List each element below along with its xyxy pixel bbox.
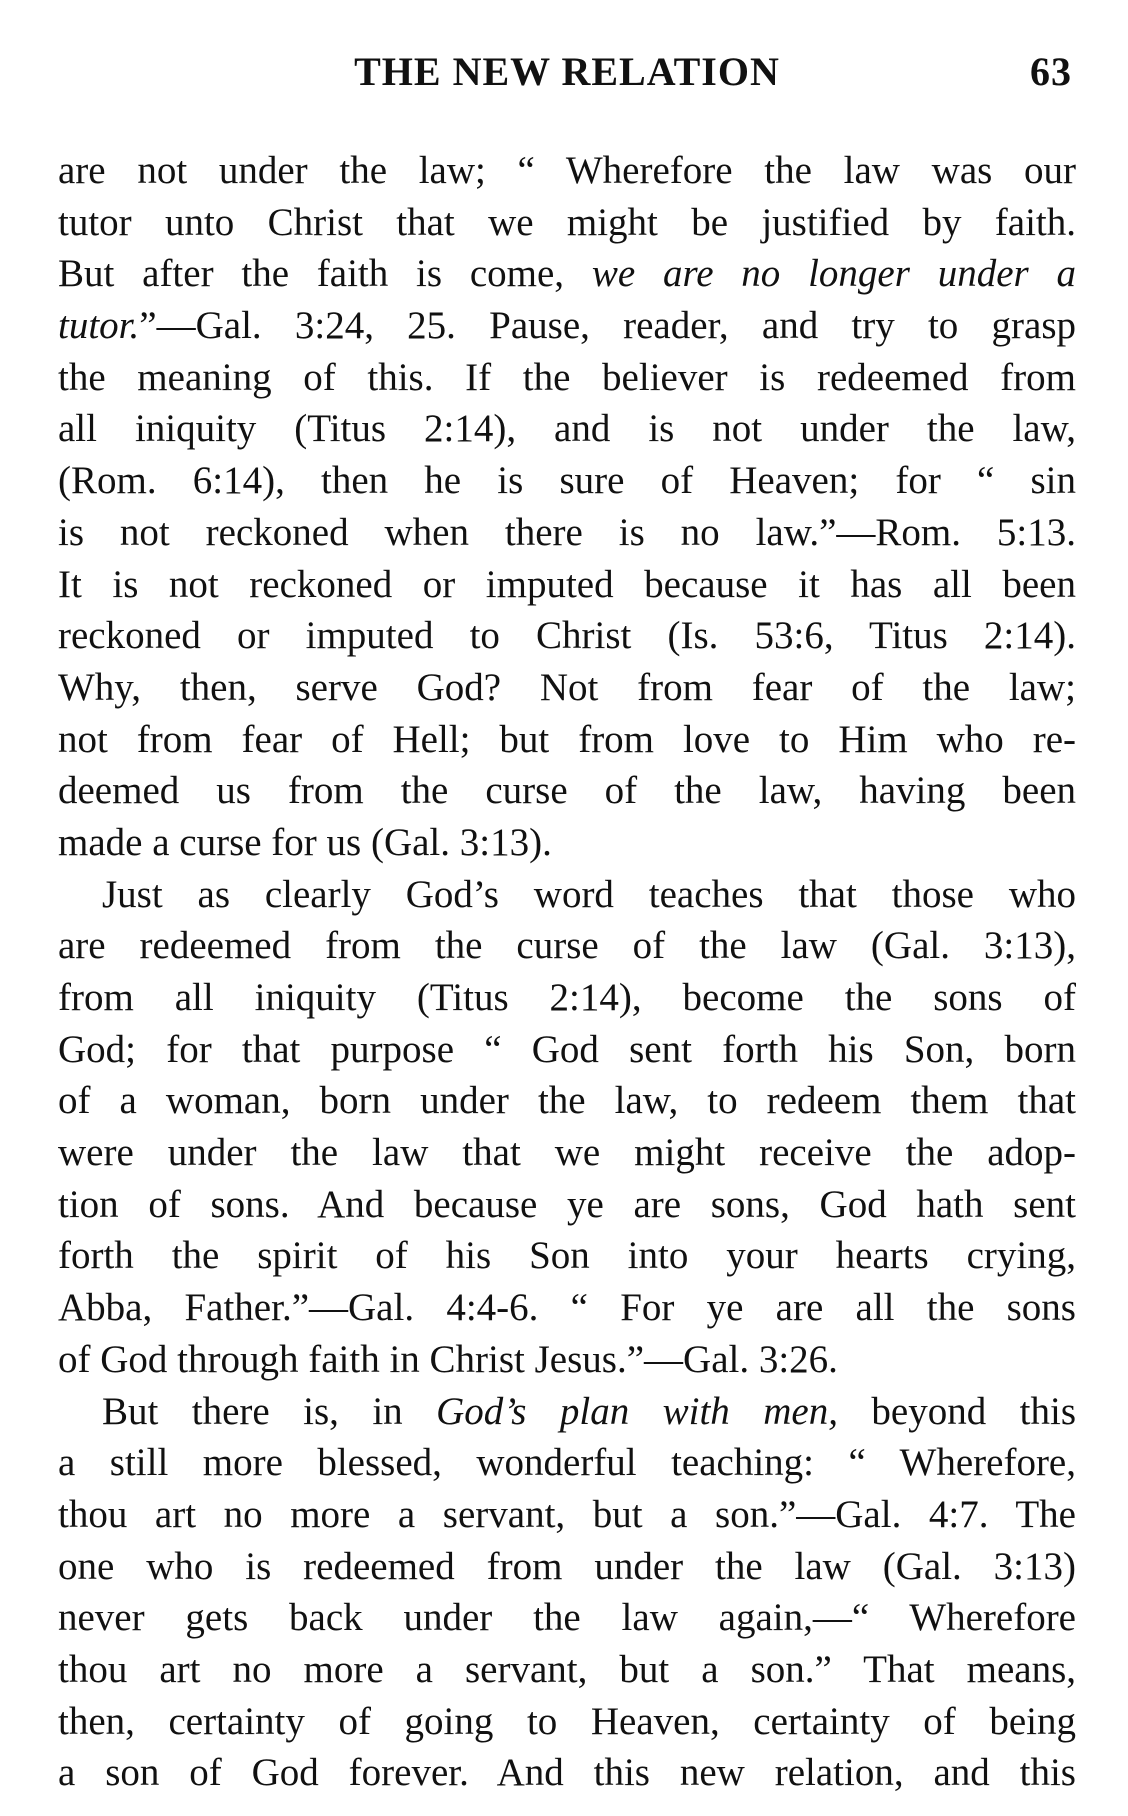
paragraph-first-line [58,1386,1076,1438]
text-line: deemed us from the curse of the law, having been [58,769,1076,813]
italic-emphasis: tutor. [58,304,140,348]
text-line: a still more blessed, wonderful teaching: “ Wherefore, [58,1441,1076,1485]
italic-emphasis: God’s plan with men, [436,1389,838,1433]
text-line: are redeemed from the curse of the law (Gal. 3:13), [58,924,1076,968]
text-line: reckoned or imputed to Christ (Is. 53:6, Titus 2:14). [58,614,1076,658]
paragraph-first-line: Just as clearly God’s word teaches that those who [102,872,1076,916]
text-line: thou art no more a servant, but a son.” That means, [58,1647,1076,1691]
text-line: all iniquity (Titus 2:14), and is not under the law, [58,407,1076,451]
text-line: is not reckoned when there is no law.”—Rom. 5:13. [58,510,1076,554]
text-line: (Rom. 6:14), then he is sure of Heaven; for “ sin [58,459,1076,503]
book-page [58,40,1076,1795]
text-line: then, certainty of going to Heaven, certainty of being [58,1699,1076,1743]
text-line: tion of sons. And because ye are sons, God hath sent [58,1182,1076,1226]
text-line: from all iniquity (Titus 2:14), become the sons of [58,976,1076,1019]
running-head [58,40,1076,102]
text-line: Abba, Father.”—Gal. 4:4-6. “ For ye are all the sons [58,1286,1076,1330]
text-run: ”—Gal. 3:24, 25. Pause, reader, and try to grasp [139,304,1076,348]
text-run: But after the faith is come, [58,252,592,296]
text-line: the meaning of this. If the believer is redeemed from [58,355,1076,399]
text-line: It is not reckoned or imputed because it has all been [58,562,1076,606]
page-number: 63 [1030,49,1072,94]
text-line [58,248,1076,300]
text-run: beyond this [837,1389,1076,1433]
text-line: never gets back under the law again,—“ Wherefore [58,1596,1076,1640]
text-line: of a woman, born under the law, to redeem them that [58,1079,1076,1123]
italic-emphasis: we are no longer under a [591,252,1076,296]
text-line [58,300,1076,352]
body-text [58,145,1076,1799]
text-line: thou art no more a servant, but a son.”—Gal. 4:7. The [58,1492,1076,1536]
text-line: not from fear of Hell; but from love to Him who re- [58,717,1076,761]
text-line: a son of God forever. And this new relation, and this [58,1751,1076,1795]
text-line: are not under the law; “ Wherefore the law was our [58,149,1076,192]
text-line: forth the spirit of his Son into your hearts crying, [58,1234,1076,1278]
text-line: Why, then, serve God? Not from fear of the law; [58,665,1076,709]
chapter-title: THE NEW RELATION [354,49,780,94]
text-run: But there is, in [102,1389,437,1433]
text-line: tutor unto Christ that we might be justified by faith. [58,200,1076,244]
text-line: of God through faith in Christ Jesus.”—Gal. 3:26. [58,1337,838,1381]
text-line: God; for that purpose “ God sent forth his Son, born [58,1027,1076,1071]
text-line: one who is redeemed from under the law (Gal. 3:13) [58,1544,1076,1588]
text-line: were under the law that we might receive the adop- [58,1131,1076,1175]
text-line: made a curse for us (Gal. 3:13). [58,820,552,864]
